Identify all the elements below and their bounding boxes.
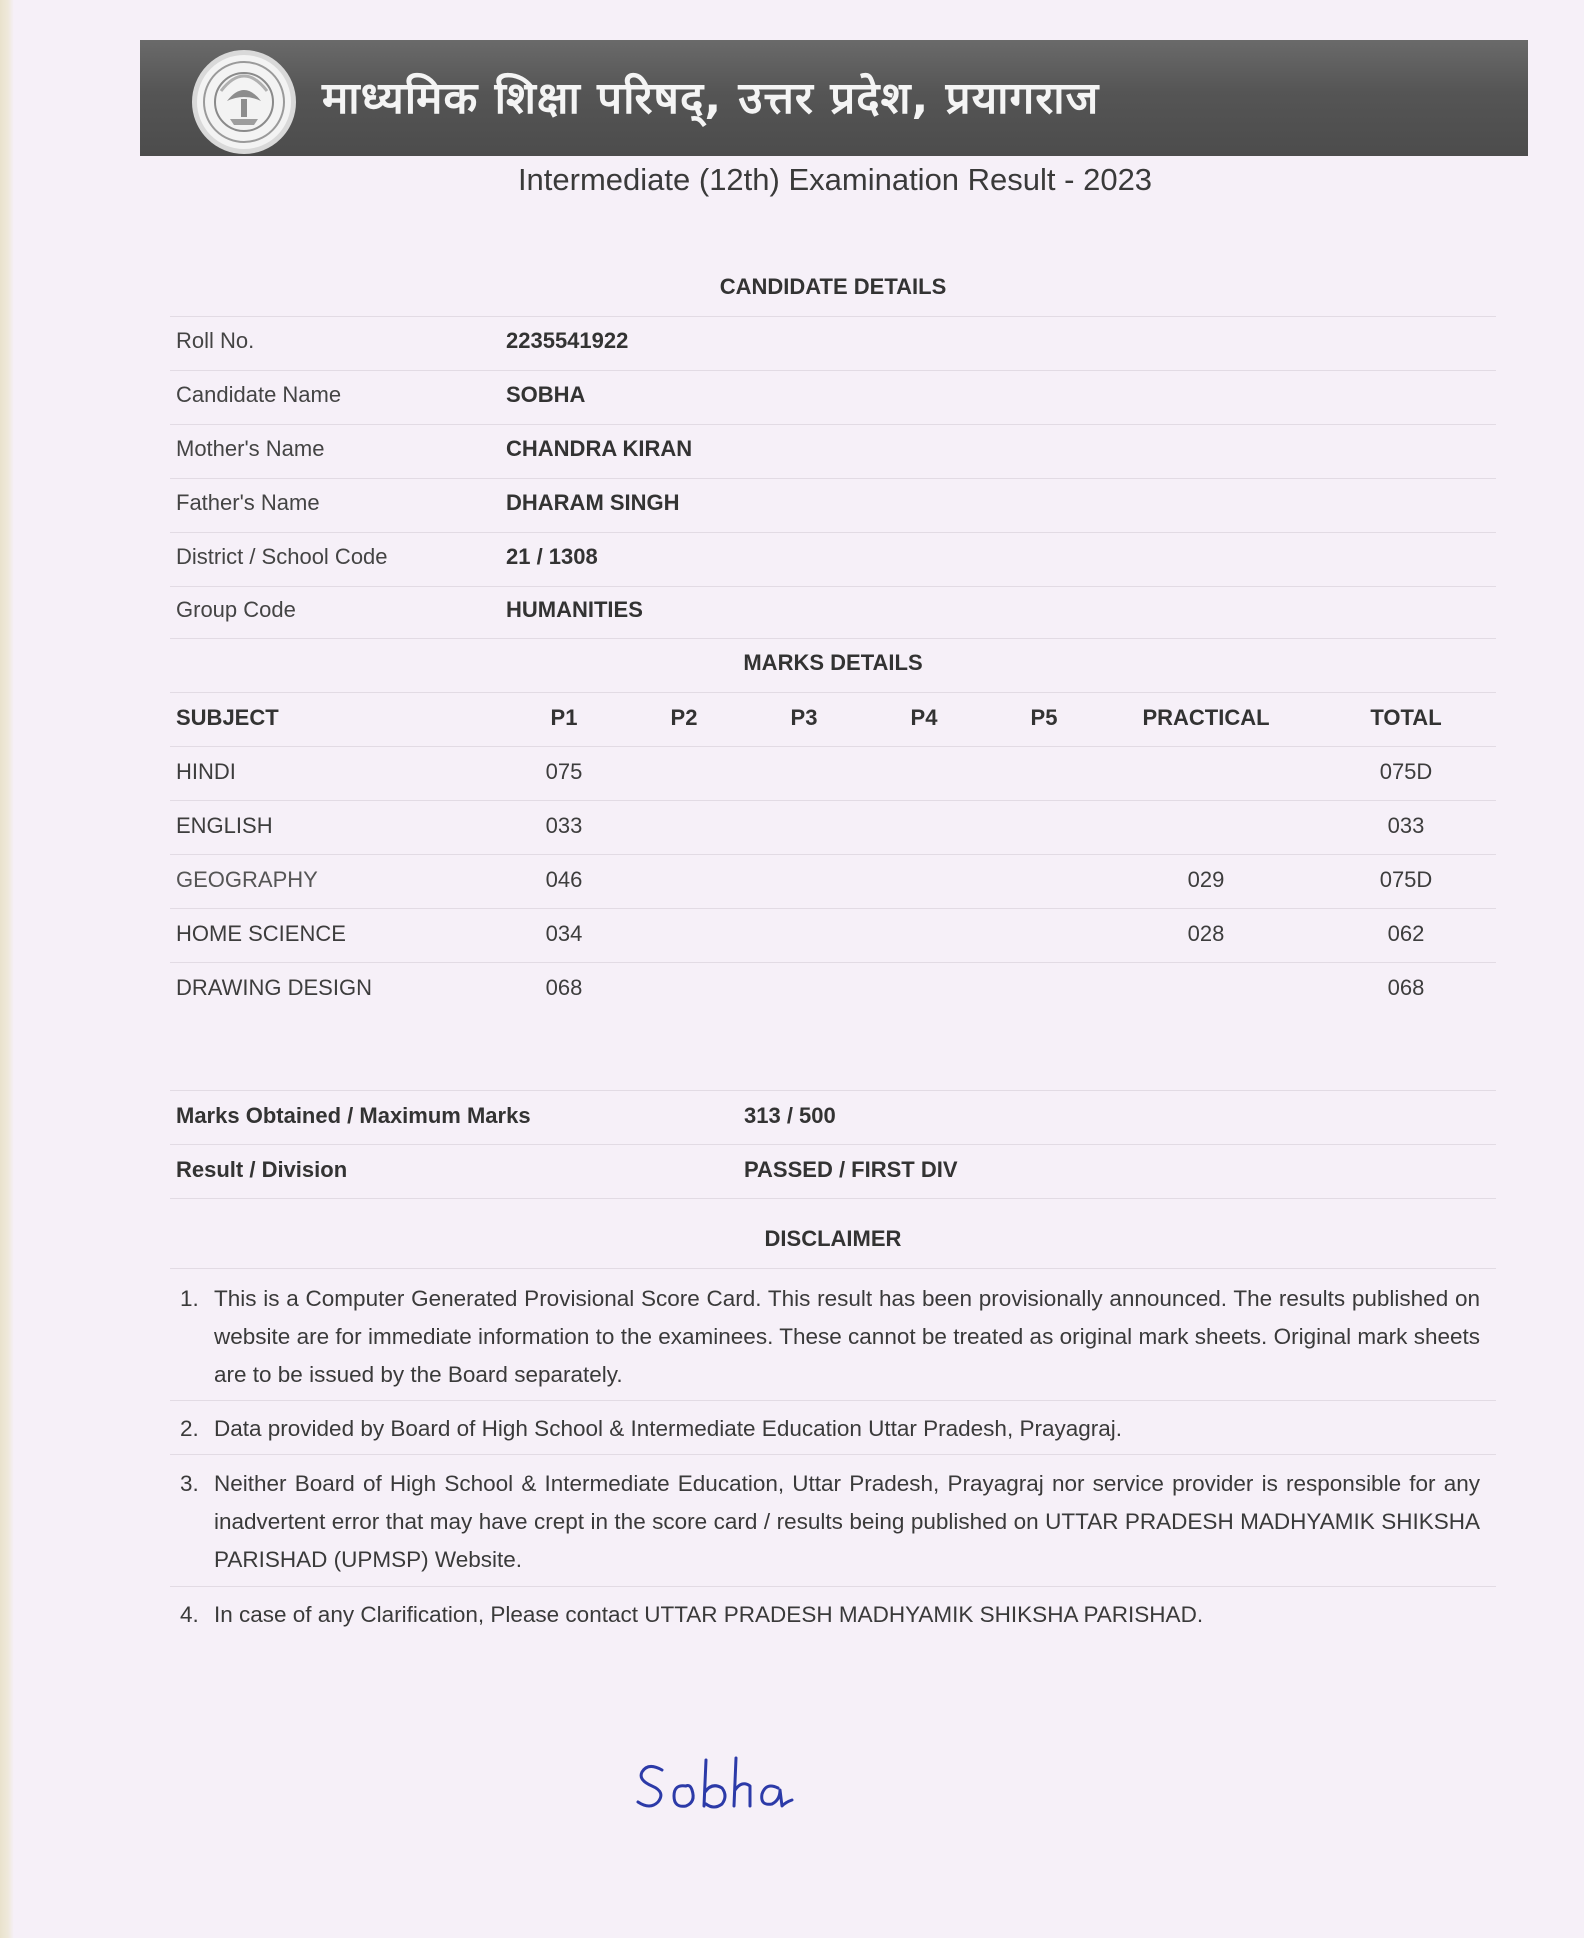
row-divider: [170, 854, 1496, 855]
col-practical: PRACTICAL: [1142, 705, 1270, 730]
subject-cell: HINDI: [176, 759, 236, 784]
practical-cell: 029: [1187, 867, 1225, 892]
exam-title: Intermediate (12th) Examination Result - 2023: [517, 162, 1153, 197]
result-division-label: Result / Division: [176, 1157, 348, 1182]
mother-name-label: Mother's Name: [176, 436, 325, 461]
father-name-label: Father's Name: [176, 490, 320, 515]
row-divider: [170, 316, 1496, 317]
handwritten-signature: [630, 1740, 810, 1820]
candidate-name-label: Candidate Name: [176, 382, 342, 407]
practical-cell: 028: [1187, 921, 1225, 946]
row-divider: [170, 1400, 1496, 1401]
disclaimer-number: 3.: [180, 1471, 199, 1496]
disclaimer-title: DISCLAIMER: [764, 1226, 902, 1251]
row-divider: [170, 1198, 1496, 1199]
mother-name-value: CHANDRA KIRAN: [506, 436, 693, 461]
col-p3: P3: [790, 705, 818, 730]
disclaimer-number: 4.: [180, 1602, 199, 1627]
col-p2: P2: [670, 705, 698, 730]
col-total: TOTAL: [1370, 705, 1442, 730]
total-cell: 075D: [1379, 867, 1433, 892]
row-divider: [170, 692, 1496, 693]
candidate-name-value: SOBHA: [506, 382, 586, 407]
subject-cell: GEOGRAPHY: [176, 867, 318, 892]
row-divider: [170, 370, 1496, 371]
subject-cell: HOME SCIENCE: [176, 921, 346, 946]
group-code-value: HUMANITIES: [506, 597, 643, 622]
col-p5: P5: [1030, 705, 1058, 730]
school-code-value: 21 / 1308: [506, 544, 598, 569]
total-cell: 068: [1387, 975, 1425, 1000]
row-divider: [170, 1268, 1496, 1269]
group-code-label: Group Code: [176, 597, 296, 622]
row-divider: [170, 908, 1496, 909]
col-p4: P4: [910, 705, 938, 730]
total-cell: 062: [1387, 921, 1425, 946]
row-divider: [170, 586, 1496, 587]
disclaimer-item: [180, 1280, 1480, 1398]
scan-edge: [0, 0, 14, 1938]
roll-no-value: 2235541922: [506, 328, 629, 353]
subject-cell: DRAWING DESIGN: [176, 975, 372, 1000]
total-cell: 033: [1387, 813, 1425, 838]
father-name-value: DHARAM SINGH: [506, 490, 680, 515]
disclaimer-text: This is a Computer Generated Provisional Score Card. This result has been provisionally announced. The results published on website are for immediate information to the examinees. These cannot be treated as original mark sheets. Original mark sheets are to be issued by the Board separately.: [214, 1286, 1480, 1387]
p1-cell: 046: [545, 867, 583, 892]
col-subject: SUBJECT: [176, 705, 279, 730]
row-divider: [170, 800, 1496, 801]
p1-cell: 033: [545, 813, 583, 838]
p1-cell: 068: [545, 975, 583, 1000]
disclaimer-number: 1.: [180, 1286, 199, 1311]
row-divider: [170, 962, 1496, 963]
roll-no-label: Roll No.: [176, 328, 255, 353]
row-divider: [170, 1454, 1496, 1455]
disclaimer-item: [180, 1596, 1480, 1636]
candidate-details-title: CANDIDATE DETAILS: [719, 274, 947, 299]
disclaimer-item: [180, 1410, 1480, 1450]
row-divider: [170, 1144, 1496, 1145]
subject-cell: ENGLISH: [176, 813, 273, 838]
row-divider: [170, 478, 1496, 479]
row-divider: [170, 638, 1496, 639]
col-p1: P1: [550, 705, 578, 730]
row-divider: [170, 1090, 1496, 1091]
board-seal-icon: [192, 50, 296, 154]
p1-cell: 034: [545, 921, 583, 946]
board-name: माध्यमिक शिक्षा परिषद्, उत्तर प्रदेश, प्रयागराज: [322, 73, 1100, 124]
disclaimer-text: Data provided by Board of High School & Intermediate Education Uttar Pradesh, Prayagraj.: [214, 1416, 1122, 1441]
marks-obtained-value: 313 / 500: [744, 1103, 836, 1128]
row-divider: [170, 424, 1496, 425]
disclaimer-item: [180, 1465, 1480, 1583]
total-cell: 075D: [1379, 759, 1433, 784]
marks-details-title: MARKS DETAILS: [743, 650, 923, 675]
disclaimer-text: In case of any Clarification, Please contact UTTAR PRADESH MADHYAMIK SHIKSHA PARISHAD.: [214, 1602, 1204, 1627]
p1-cell: 075: [545, 759, 583, 784]
school-code-label: District / School Code: [176, 544, 388, 569]
row-divider: [170, 746, 1496, 747]
disclaimer-text: Neither Board of High School & Intermediate Education, Uttar Pradesh, Prayagraj nor service provider is responsible for any inadvertent error that may have crept in the score card / results being published on UTTAR PRADESH MADHYAMIK SHIKSHA PARISHAD (UPMSP) Website.: [214, 1471, 1480, 1572]
disclaimer-number: 2.: [180, 1416, 199, 1441]
marks-obtained-label: Marks Obtained / Maximum Marks: [176, 1103, 531, 1128]
result-division-value: PASSED / FIRST DIV: [744, 1157, 958, 1182]
row-divider: [170, 532, 1496, 533]
row-divider: [170, 1586, 1496, 1587]
